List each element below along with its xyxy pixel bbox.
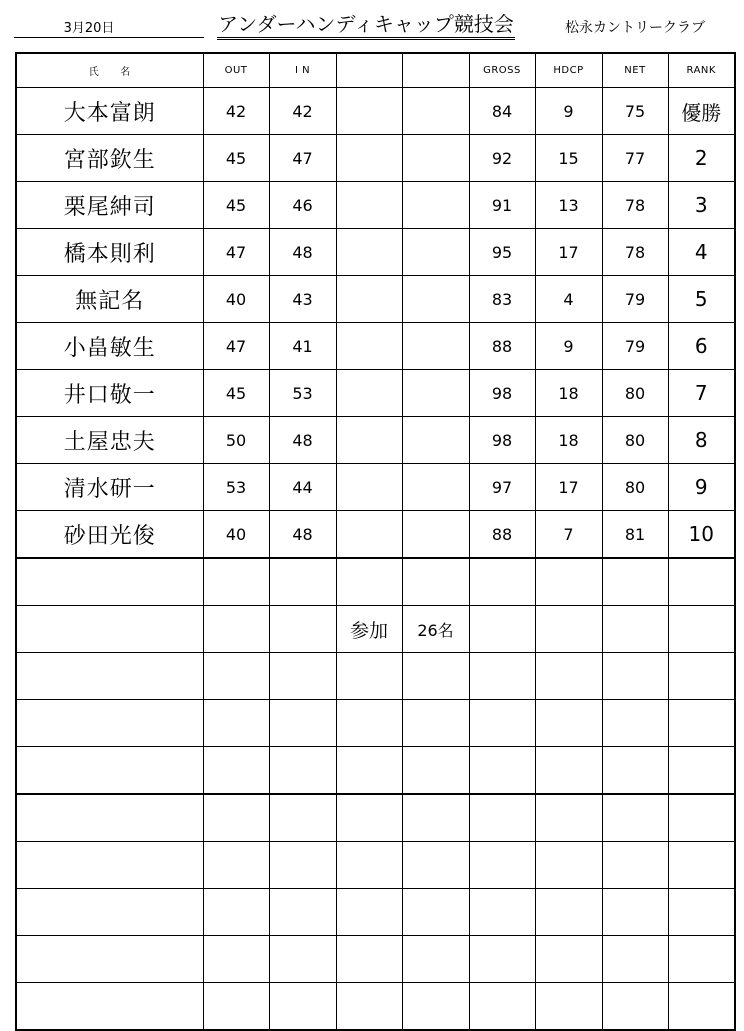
table-row	[16, 135, 735, 182]
date-label: 3月20日	[14, 20, 204, 38]
empty-cell	[668, 747, 735, 795]
empty-cell	[602, 606, 668, 653]
empty-cell	[602, 653, 668, 700]
empty-cell	[535, 700, 602, 747]
table-row	[16, 323, 735, 370]
blank-cell	[402, 511, 469, 559]
gross-score: 98	[469, 417, 535, 464]
empty-cell	[203, 700, 269, 747]
empty-cell	[16, 842, 203, 889]
player-name: 大本富朗	[16, 88, 203, 135]
player-name: 宮部欽生	[16, 135, 203, 182]
empty-cell	[203, 889, 269, 936]
col-header-in: I N	[269, 53, 336, 88]
rank-value: 10	[668, 511, 735, 559]
blank-cell	[336, 323, 402, 370]
empty-cell	[203, 747, 269, 795]
empty-cell	[602, 794, 668, 842]
empty-cell	[269, 747, 336, 795]
table-row	[16, 464, 735, 511]
empty-cell	[203, 936, 269, 983]
out-score: 40	[203, 276, 269, 323]
player-name: 井口敬一	[16, 370, 203, 417]
col-header-rank: RANK	[668, 53, 735, 88]
empty-cell	[535, 606, 602, 653]
empty-cell	[402, 983, 469, 1031]
in-score: 42	[269, 88, 336, 135]
table-row	[16, 229, 735, 276]
net-score: 80	[602, 464, 668, 511]
empty-cell	[269, 842, 336, 889]
blank-cell	[336, 417, 402, 464]
empty-cell	[668, 983, 735, 1031]
rank-value: 6	[668, 323, 735, 370]
out-score: 50	[203, 417, 269, 464]
empty-cell	[535, 936, 602, 983]
out-score: 45	[203, 135, 269, 182]
net-score: 75	[602, 88, 668, 135]
rank-value: 4	[668, 229, 735, 276]
empty-cell	[668, 606, 735, 653]
empty-cell	[602, 889, 668, 936]
net-score: 80	[602, 417, 668, 464]
out-score: 45	[203, 182, 269, 229]
rank-value: 2	[668, 135, 735, 182]
gross-score: 88	[469, 511, 535, 559]
empty-cell	[602, 747, 668, 795]
out-score: 42	[203, 88, 269, 135]
empty-row	[16, 653, 735, 700]
empty-cell	[402, 889, 469, 936]
blank-cell	[402, 229, 469, 276]
blank-cell	[336, 511, 402, 559]
gross-score: 95	[469, 229, 535, 276]
player-name: 橋本則利	[16, 229, 203, 276]
empty-cell	[668, 889, 735, 936]
empty-cell	[336, 558, 402, 606]
rank-value: 優勝	[668, 88, 735, 135]
empty-cell	[269, 700, 336, 747]
empty-cell	[16, 936, 203, 983]
empty-cell	[203, 653, 269, 700]
competition-title: アンダーハンディキャップ競技会	[217, 10, 515, 40]
empty-cell	[602, 936, 668, 983]
col-header-gross: GROSS	[469, 53, 535, 88]
hdcp-value: 17	[535, 464, 602, 511]
empty-cell	[469, 653, 535, 700]
table-row	[16, 276, 735, 323]
empty-cell	[269, 936, 336, 983]
in-score: 48	[269, 229, 336, 276]
empty-cell	[203, 983, 269, 1031]
hdcp-value: 18	[535, 417, 602, 464]
empty-cell	[336, 700, 402, 747]
col-header-blank-2	[402, 53, 469, 88]
rank-value: 3	[668, 182, 735, 229]
empty-cell	[336, 983, 402, 1031]
empty-row	[16, 936, 735, 983]
blank-cell	[402, 88, 469, 135]
in-score: 46	[269, 182, 336, 229]
empty-cell	[336, 794, 402, 842]
blank-cell	[402, 417, 469, 464]
blank-cell	[402, 323, 469, 370]
empty-cell	[336, 653, 402, 700]
gross-score: 84	[469, 88, 535, 135]
empty-cell	[402, 794, 469, 842]
in-score: 41	[269, 323, 336, 370]
empty-cell	[668, 558, 735, 606]
in-score: 48	[269, 417, 336, 464]
player-name: 無記名	[16, 276, 203, 323]
blank-cell	[402, 135, 469, 182]
table-row	[16, 182, 735, 229]
empty-cell	[16, 889, 203, 936]
empty-cell	[668, 700, 735, 747]
empty-cell	[469, 936, 535, 983]
empty-cell	[336, 889, 402, 936]
blank-cell	[336, 370, 402, 417]
player-name: 土屋忠夫	[16, 417, 203, 464]
empty-cell	[402, 700, 469, 747]
empty-cell	[16, 700, 203, 747]
hdcp-value: 9	[535, 323, 602, 370]
out-score: 47	[203, 323, 269, 370]
hdcp-value: 7	[535, 511, 602, 559]
empty-cell	[269, 889, 336, 936]
gross-score: 91	[469, 182, 535, 229]
gross-score: 88	[469, 323, 535, 370]
player-name: 清水研一	[16, 464, 203, 511]
out-score: 45	[203, 370, 269, 417]
in-score: 47	[269, 135, 336, 182]
empty-cell	[535, 653, 602, 700]
net-score: 78	[602, 229, 668, 276]
out-score: 47	[203, 229, 269, 276]
empty-cell	[402, 558, 469, 606]
rank-value: 8	[668, 417, 735, 464]
empty-cell	[16, 653, 203, 700]
empty-cell	[535, 889, 602, 936]
hdcp-value: 18	[535, 370, 602, 417]
net-score: 79	[602, 323, 668, 370]
gross-score: 83	[469, 276, 535, 323]
empty-cell	[269, 983, 336, 1031]
empty-cell	[602, 842, 668, 889]
empty-cell	[469, 983, 535, 1031]
empty-cell	[535, 794, 602, 842]
empty-cell	[269, 653, 336, 700]
gross-score: 92	[469, 135, 535, 182]
in-score: 48	[269, 511, 336, 559]
blank-cell	[402, 370, 469, 417]
blank-cell	[336, 464, 402, 511]
table-row	[16, 88, 735, 135]
empty-cell	[203, 558, 269, 606]
net-score: 80	[602, 370, 668, 417]
empty-cell	[402, 747, 469, 795]
blank-cell	[402, 276, 469, 323]
empty-row	[16, 983, 735, 1031]
gross-score: 97	[469, 464, 535, 511]
empty-cell	[668, 842, 735, 889]
net-score: 77	[602, 135, 668, 182]
empty-cell	[535, 747, 602, 795]
empty-cell	[469, 606, 535, 653]
participants-count: 26名	[402, 606, 469, 653]
empty-cell	[336, 747, 402, 795]
net-score: 81	[602, 511, 668, 559]
hdcp-value: 9	[535, 88, 602, 135]
gross-score: 98	[469, 370, 535, 417]
col-header-name: 氏 名	[16, 53, 203, 88]
empty-cell	[469, 747, 535, 795]
col-header-hdcp: HDCP	[535, 53, 602, 88]
hdcp-value: 15	[535, 135, 602, 182]
net-score: 78	[602, 182, 668, 229]
empty-cell	[535, 983, 602, 1031]
rank-value: 5	[668, 276, 735, 323]
table-row	[16, 370, 735, 417]
blank-cell	[336, 276, 402, 323]
participants-label: 参加	[336, 606, 402, 653]
empty-cell	[16, 558, 203, 606]
blank-cell	[402, 182, 469, 229]
empty-cell	[535, 842, 602, 889]
empty-cell	[469, 889, 535, 936]
rank-value: 7	[668, 370, 735, 417]
empty-cell	[269, 558, 336, 606]
table-row	[16, 417, 735, 464]
empty-cell	[469, 842, 535, 889]
blank-cell	[336, 182, 402, 229]
blank-cell	[336, 135, 402, 182]
empty-cell	[203, 842, 269, 889]
empty-cell	[16, 606, 203, 653]
table-row	[16, 511, 735, 559]
rank-value: 9	[668, 464, 735, 511]
in-score: 43	[269, 276, 336, 323]
empty-cell	[535, 558, 602, 606]
empty-cell	[668, 936, 735, 983]
player-name: 栗尾紳司	[16, 182, 203, 229]
empty-cell	[668, 653, 735, 700]
in-score: 44	[269, 464, 336, 511]
empty-cell	[16, 747, 203, 795]
empty-cell	[336, 842, 402, 889]
empty-cell	[336, 936, 402, 983]
empty-row	[16, 747, 735, 795]
player-name: 砂田光俊	[16, 511, 203, 559]
blank-cell	[336, 229, 402, 276]
empty-row	[16, 889, 735, 936]
hdcp-value: 17	[535, 229, 602, 276]
empty-cell	[269, 606, 336, 653]
empty-cell	[16, 794, 203, 842]
empty-cell	[602, 558, 668, 606]
col-header-net: NET	[602, 53, 668, 88]
hdcp-value: 4	[535, 276, 602, 323]
empty-cell	[402, 842, 469, 889]
blank-cell	[336, 88, 402, 135]
empty-cell	[469, 700, 535, 747]
out-score: 53	[203, 464, 269, 511]
empty-cell	[203, 606, 269, 653]
empty-cell	[203, 794, 269, 842]
empty-row	[16, 794, 735, 842]
col-header-blank-1	[336, 53, 402, 88]
empty-cell	[602, 700, 668, 747]
empty-cell	[269, 794, 336, 842]
out-score: 40	[203, 511, 269, 559]
empty-cell	[16, 983, 203, 1031]
empty-cell	[402, 936, 469, 983]
hdcp-value: 13	[535, 182, 602, 229]
empty-row	[16, 558, 735, 606]
net-score: 79	[602, 276, 668, 323]
empty-row	[16, 842, 735, 889]
club-name: 松永カントリークラブ	[565, 20, 705, 36]
in-score: 53	[269, 370, 336, 417]
blank-cell	[402, 464, 469, 511]
empty-row	[16, 700, 735, 747]
player-name: 小畠敏生	[16, 323, 203, 370]
empty-cell	[602, 983, 668, 1031]
col-header-out: OUT	[203, 53, 269, 88]
empty-row	[16, 606, 735, 653]
header-row	[16, 53, 735, 88]
empty-cell	[469, 794, 535, 842]
score-table	[15, 52, 736, 1031]
empty-cell	[402, 653, 469, 700]
empty-cell	[668, 794, 735, 842]
empty-cell	[469, 558, 535, 606]
